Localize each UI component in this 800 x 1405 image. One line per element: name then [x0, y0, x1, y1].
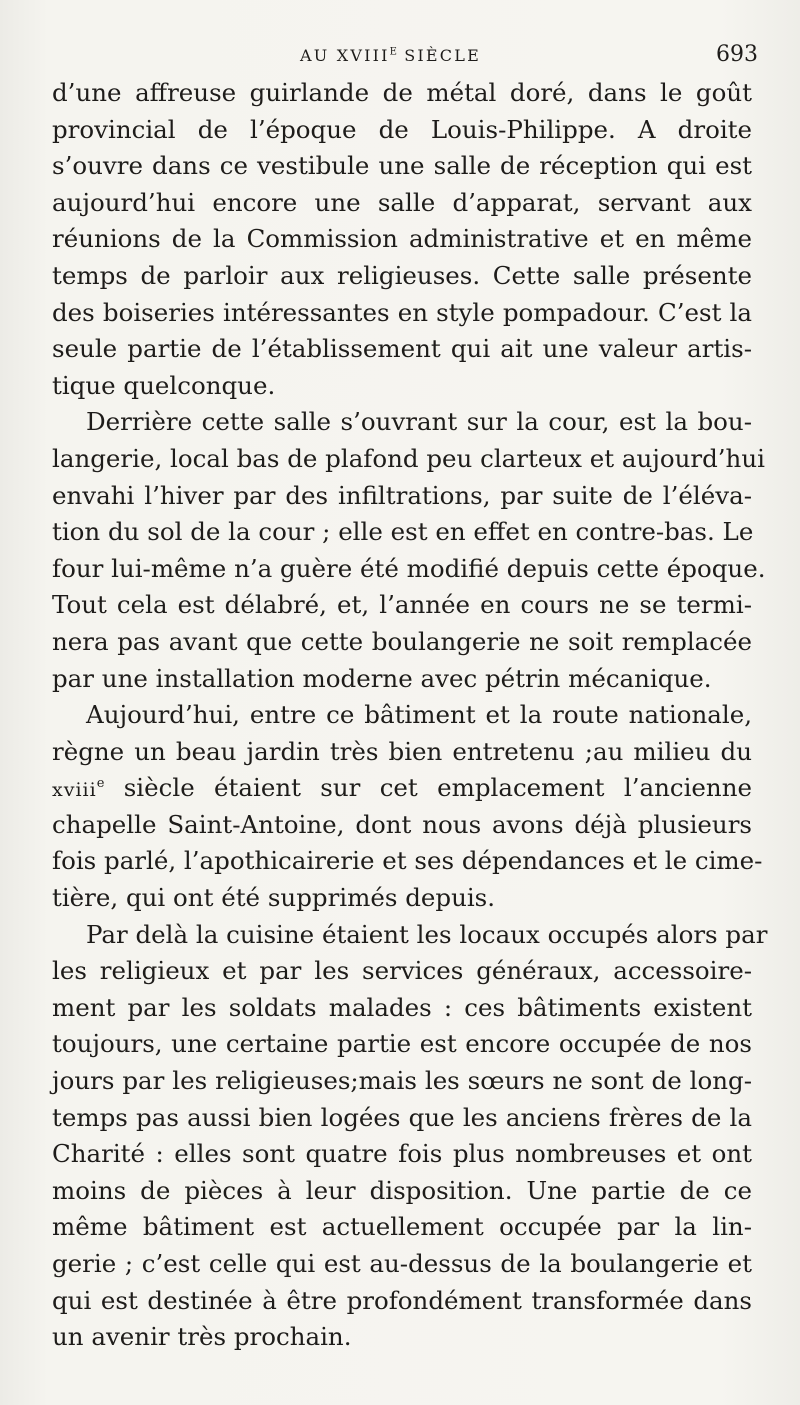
- text-line: four lui-même n’a guère été modifié depuis cette époque.: [52, 553, 766, 583]
- text-line: s’ouvre dans ce vestibule une salle de réception qui est: [52, 151, 752, 181]
- text-line: Charité : elles sont quatre fois plus nombreuses et ont: [52, 1139, 752, 1169]
- text-line: Derrière cette salle s’ouvrant sur la cour, est la bou-: [86, 407, 752, 437]
- text-line: gerie ; c’est celle qui est au-dessus de la boulangerie et: [52, 1249, 752, 1278]
- text-line: tière, qui ont été supprimés depuis.: [52, 883, 496, 913]
- century-numeral: xviii: [52, 779, 97, 802]
- text-line: toujours, une certaine partie est encore occupée de nos: [52, 1029, 752, 1059]
- text-line: par une installation moderne avec pétrin mécanique.: [52, 663, 712, 693]
- text-line: moins de pièces à leur disposition. Une partie de ce: [52, 1175, 752, 1205]
- running-title: [300, 46, 481, 65]
- text-line: Aujourd’hui, entre ce bâtiment et la route nationale,: [86, 700, 752, 730]
- text-line: d’une affreuse guirlande de métal doré, dans le goût: [52, 78, 752, 107]
- text-line: Par delà la cuisine étaient les locaux occupés alors par: [86, 919, 768, 949]
- body-text: [52, 75, 768, 1356]
- text-line: jours par les religieuses;mais les sœurs ne sont de long-: [52, 1066, 752, 1096]
- text-line: tique quelconque.: [52, 370, 276, 400]
- text-line: langerie, local bas de plafond peu clarteux et aujourd’hui: [52, 443, 765, 473]
- text-line: envahi l’hiver par des infiltrations, par suite de l’éléva-: [52, 480, 752, 510]
- text-line: aujourd’hui encore une salle d’apparat, servant aux: [52, 187, 752, 217]
- running-title-superscript: E: [389, 46, 397, 58]
- text-line: un avenir très prochain.: [52, 1322, 352, 1352]
- text-line: nera pas avant que cette boulangerie ne soit remplacée: [52, 626, 752, 656]
- text-line: temps pas aussi bien logées que les anciens frères de la: [52, 1102, 752, 1132]
- running-title-suffix: SIÈCLE: [396, 46, 481, 65]
- century-line-rest: siècle étaient sur cet emplacement l’ancienne: [123, 773, 752, 803]
- text-line: provincial de l’époque de Louis-Philippe. A droite: [52, 114, 752, 144]
- text-line-century: [52, 770, 752, 807]
- text-line: règne un beau jardin très bien entretenu ;au milieu du: [52, 736, 752, 766]
- text-line: Tout cela est délabré, et, l’année en cours ne se termi-: [52, 590, 752, 620]
- text-line: seule partie de l’établissement qui ait une valeur artis-: [52, 334, 752, 364]
- text-line: ment par les soldats malades : ces bâtiments existent: [52, 992, 752, 1022]
- text-line: tion du sol de la cour ; elle est en effet en contre-bas. Le: [52, 517, 754, 547]
- text-line: temps de parloir aux religieuses. Cette salle présente: [52, 260, 752, 290]
- text-line: les religieux et par les services généraux, accessoire-: [52, 956, 752, 986]
- page-header: [300, 38, 758, 68]
- text-line: chapelle Saint-Antoine, dont nous avons déjà plusieurs: [52, 809, 752, 839]
- text-line: fois parlé, l’apothicairerie et ses dépendances et le cime-: [52, 846, 763, 876]
- century-superscript: e: [96, 776, 105, 792]
- text-line: même bâtiment est actuellement occupée par la lin-: [52, 1212, 752, 1242]
- page-number: 693: [716, 42, 758, 67]
- text-line: réunions de la Commission administrative et en même: [52, 224, 752, 254]
- text-line: des boiseries intéressantes en style pompadour. C’est la: [52, 297, 752, 327]
- running-title-text: AU XVIII: [300, 46, 390, 65]
- text-line: qui est destinée à être profondément transformée dans: [52, 1285, 752, 1315]
